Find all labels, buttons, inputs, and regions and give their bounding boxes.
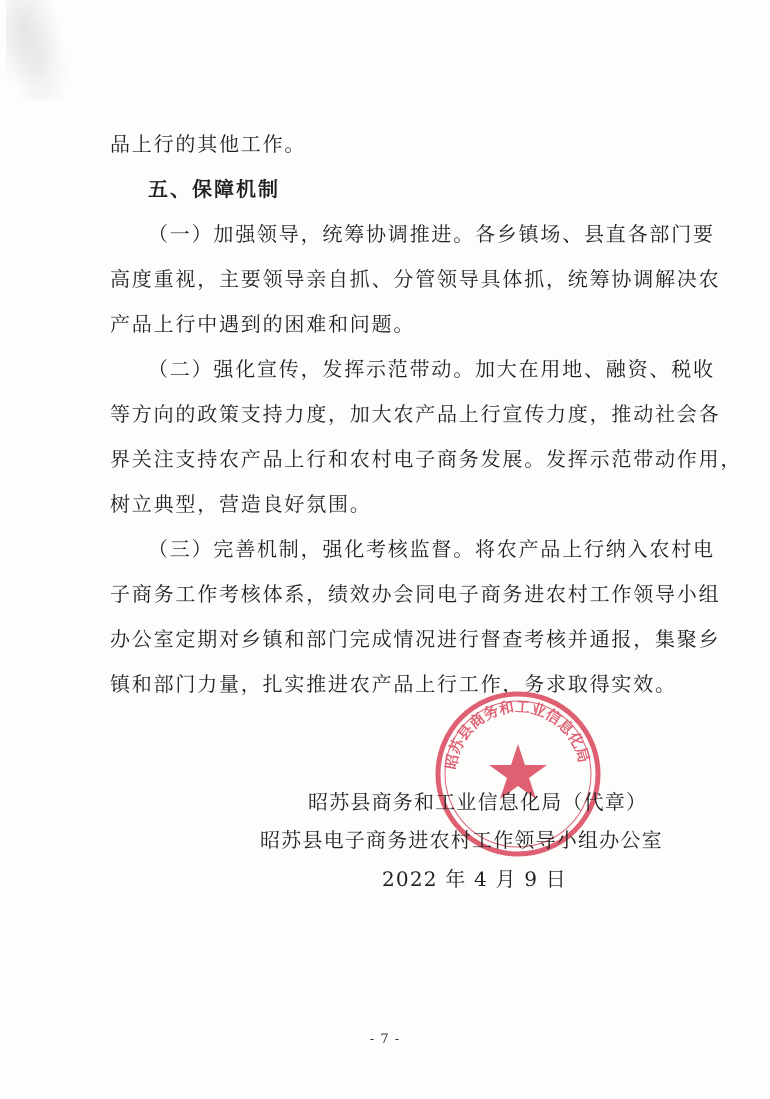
body-line-10: 子商务工作考核体系，绩效办会同电子商务进农村工作领导小组: [110, 582, 721, 606]
body-line-8: 树立典型，营造良好氛围。: [110, 492, 372, 516]
body-line-3: 高度重视，主要领导亲自抓、分管领导具体抓，统筹协调解决农: [110, 267, 721, 291]
body-line-6: 等方向的政策支持力度，加大农产品上行宣传力度，推动社会各: [110, 402, 721, 426]
body-line-11: 办公室定期对乡镇和部门完成情况进行督查考核并通报，集聚乡: [110, 627, 721, 651]
page-number: - 7 -: [369, 1032, 401, 1047]
body-line-2: （一）加强领导，统筹协调推进。各乡镇场、县直各部门要: [148, 222, 715, 246]
signature-org-2: 昭苏县电子商务进农村工作领导小组办公室: [260, 828, 663, 852]
section-heading: 五、保障机制: [148, 177, 280, 201]
scan-smudge: [6, 0, 66, 100]
body-line-4: 产品上行中遇到的困难和问题。: [110, 312, 416, 336]
body-line-9: （三）完善机制，强化考核监督。将农产品上行纳入农村电: [148, 537, 715, 561]
body-line-1: 品上行的其他工作。: [110, 132, 307, 156]
body-line-7: 界关注支持农产品上行和农村电子商务发展。发挥示范带动作用，: [110, 447, 743, 471]
body-line-5: （二）强化宣传，发挥示范带动。加大在用地、融资、税收: [148, 357, 715, 381]
body-line-12: 镇和部门力量，扎实推进农产品上行工作，务求取得实效。: [110, 672, 677, 696]
signature-date: 2022 年 4 月 9 日: [382, 867, 567, 891]
seal-text: 昭苏县商务和工业信息化局: [441, 697, 593, 771]
signature-org-1: 昭苏县商务和工业信息化局（代章）: [308, 790, 648, 814]
